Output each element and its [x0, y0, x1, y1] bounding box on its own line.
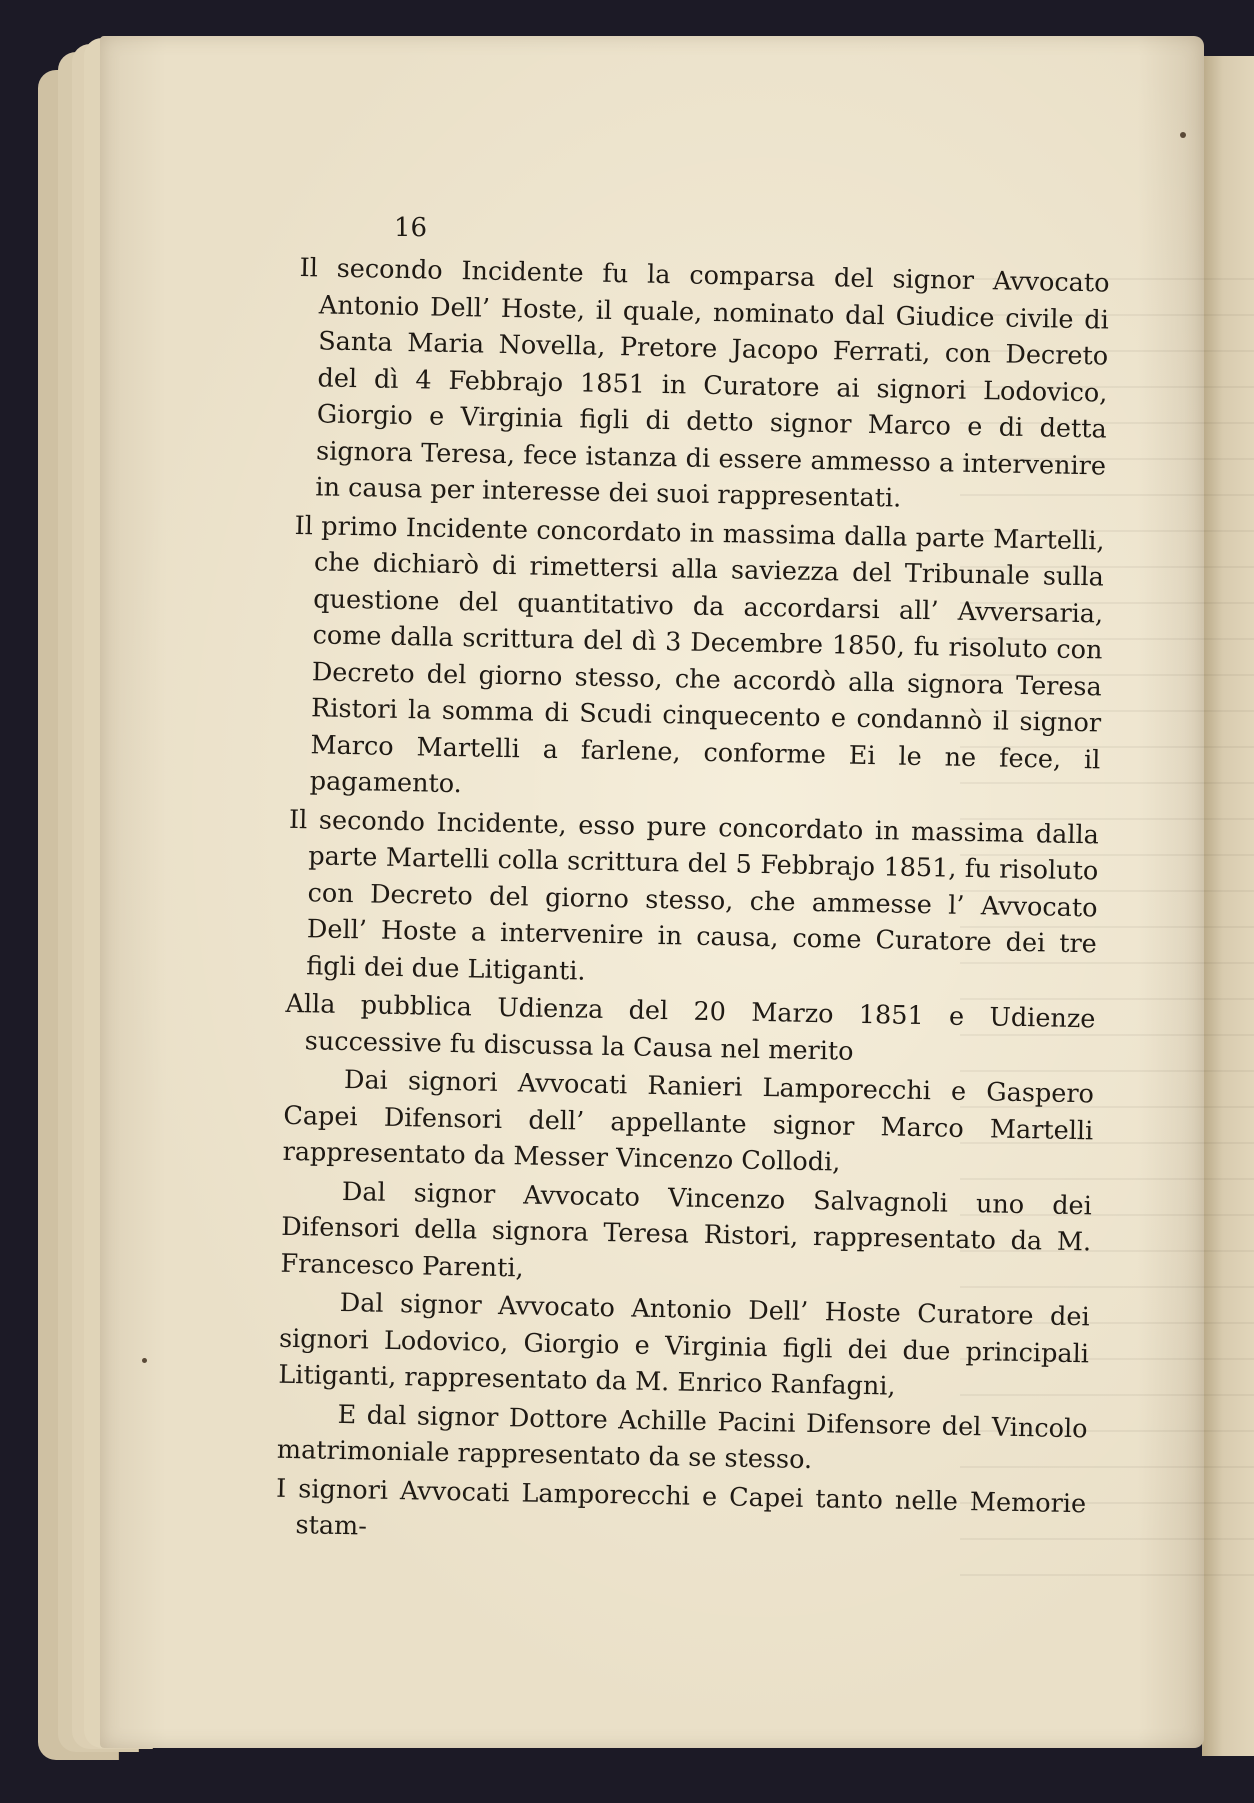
paragraph: Dal signor Avvocato Vincenzo Salvagnoli uno dei Difensori della signora Teresa Ristori, rappresentato da M. Francesco Parenti, [280, 1176, 1093, 1283]
paragraph: Il secondo Incidente, esso pure concordato in massima dalla parte Martelli colla scrittura del 5 Febbrajo 1851, fu risoluto con Decreto del giorno stesso, che ammesse l’ Avvocato Dell’ Hoste a intervenire in causa, come Curatore dei tre figli dei due Litiganti. [288, 804, 1100, 987]
paragraph: E dal signor Dottore Achille Pacini Difensore del Vincolo matrimoniale rappresentato da se stesso. [276, 1399, 1088, 1476]
paragraph: Dal signor Avvocato Antonio Dell’ Hoste Curatore dei signori Lodovico, Giorgio e Virginia figli dei due principali Litiganti, rappresentato da M. Enrico Ranfagni, [278, 1287, 1090, 1402]
paragraph: Alla pubblica Udienza del 20 Marzo 1851 e Udienze successive fu discussa la Causa nel merito [285, 988, 1096, 1067]
paragraph: I signori Avvocati Lamporecchi e Capei tanto nelle Memorie stam- [275, 1473, 1087, 1542]
paragraph: Dai signori Avvocati Ranieri Lamporecchi e Gaspero Capei Difensori dell’ appellante signor Marco Martelli rappresentato da Messer Vincenzo Collodi, [282, 1065, 1095, 1178]
body-text [275, 250, 1110, 1561]
paragraph: Il secondo Incidente fu la comparsa del signor Avvocato Antonio Dell’ Hoste, il quale, nominato dal Giudice civile di Santa Maria Novella, Pretore Jacopo Ferrati, con Decreto del dì 4 Febbrajo 1851 in Curatore ai signori Lodovico, Giorgio e Virginia figli di detto signor Marco e di detta signora Teresa, fece istanza di essere ammesso a intervenire in causa per interesse dei suoi rappresentati. [299, 252, 1110, 514]
paper-speck [142, 1358, 147, 1363]
paper-speck [1180, 132, 1186, 138]
paragraph: Il primo Incidente concordato in massima dalla parte Martelli, che dichiarò di rimettersi alla saviezza del Tribunale sulla questione del quantitativo da accordarsi all’ Avversaria, come dalla scrittura del dì 3 Decembre 1850, fu risoluto con Decreto del giorno stesso, che accordò alla signora Teresa Ristori la somma di Scudi cinquecento e condannò il signor Marco Martelli a farlene, conforme Ei le ne fece, il pagamento. [294, 510, 1105, 800]
page-number: 16 [394, 213, 428, 243]
